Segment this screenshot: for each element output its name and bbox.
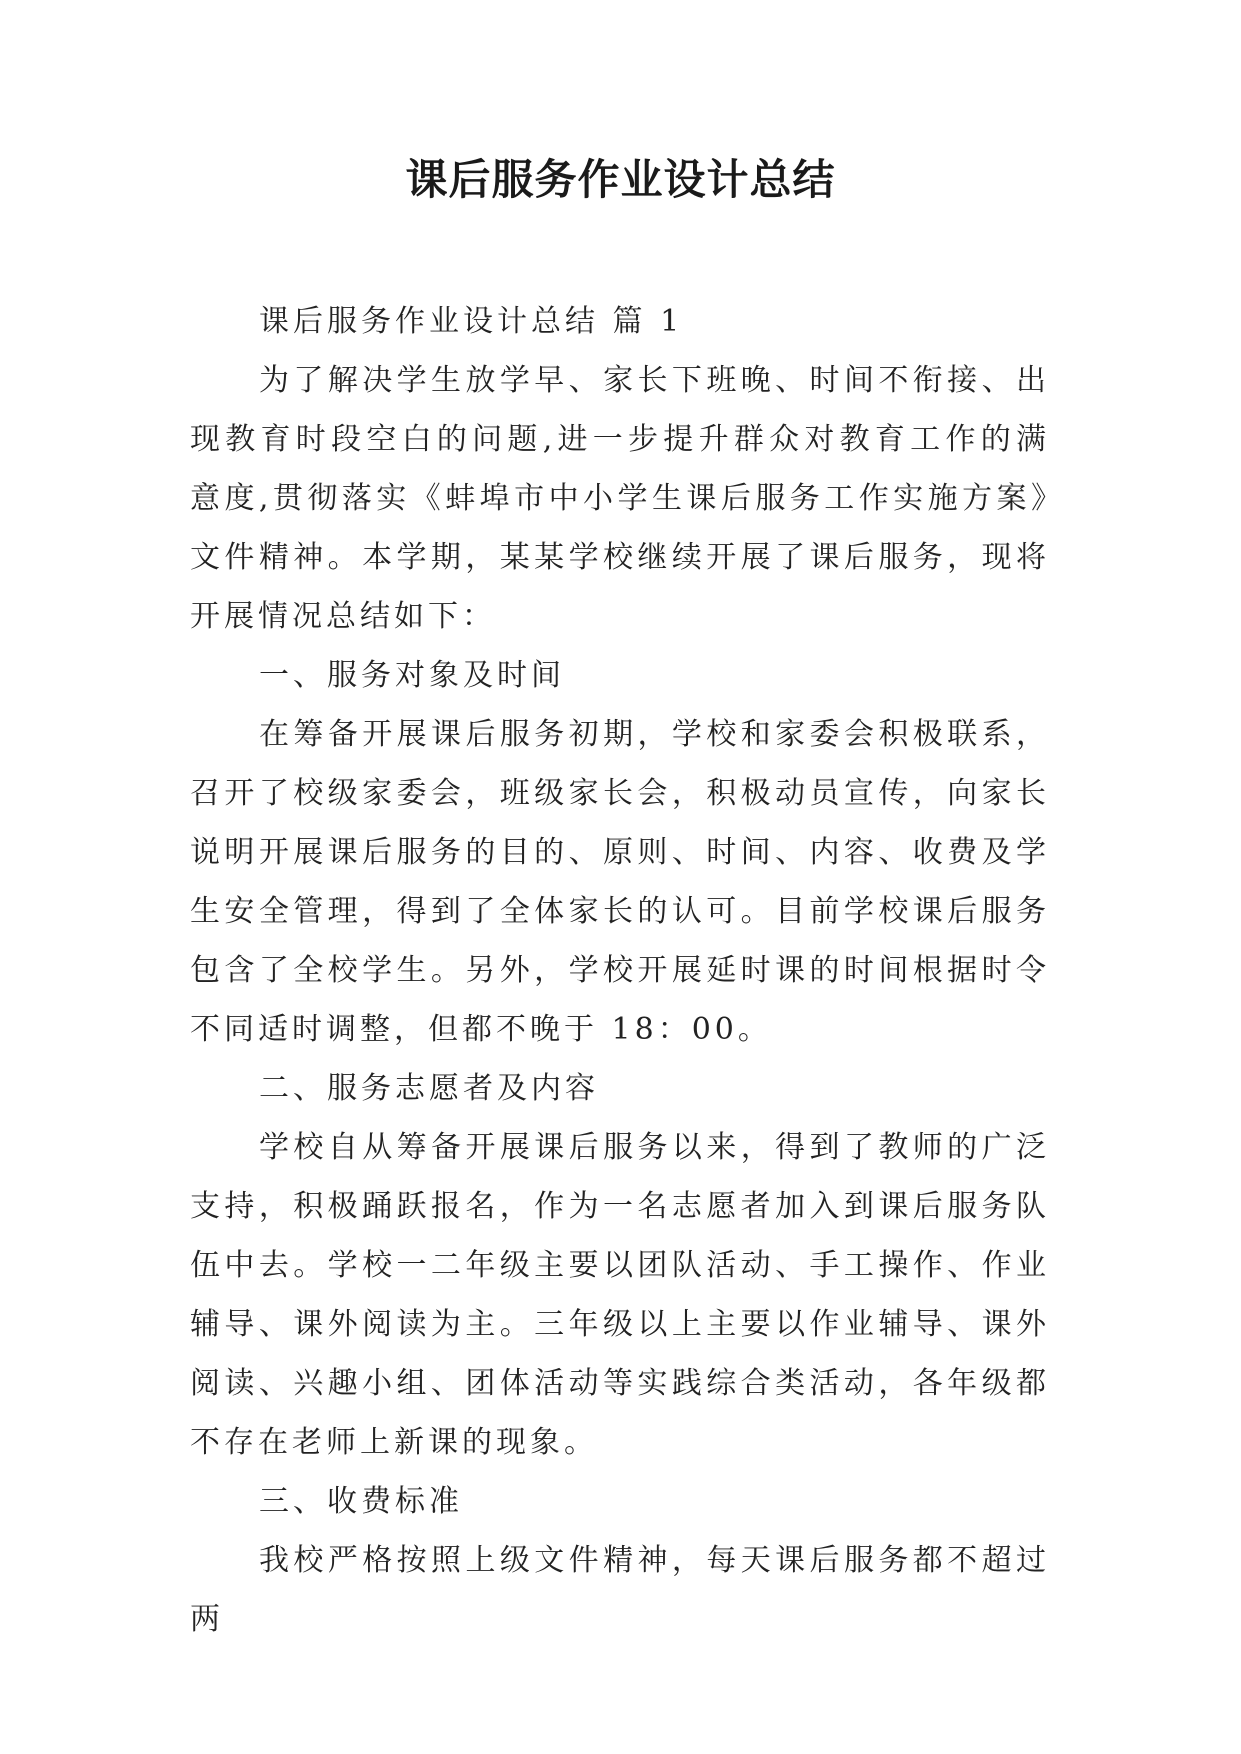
section-subtitle: 课后服务作业设计总结 篇 1 [259, 304, 684, 339]
section-heading-1: 一、服务对象及时间 [259, 658, 565, 693]
document-body [190, 292, 1050, 1649]
document-title: 课后服务作业设计总结 [405, 155, 836, 204]
paragraph-volunteers: 学校自从筹备开展课后服务以来，得到了教师的广泛支持，积极踊跃报名，作为一名志愿者加入到课后服务队伍中去。学校一二年级主要以团队活动、手工操作、作业辅导、课外阅读为主。三年级以上主要以作业辅导、课外阅读、兴趣小组、团体活动等实践综合类活动，各年级都不存在老师上新课的现象。 [190, 1130, 1050, 1460]
paragraph-service-targets: 在筹备开展课后服务初期，学校和家委会积极联系，召开了校级家委会，班级家长会，积极动员宣传，向家长说明开展课后服务的目的、原则、时间、内容、收费及学生安全管理，得到了全体家长的认可。目前学校课后服务包含了全校学生。另外，学校开展延时课的时间根据时令不同适时调整，但都不晚于 18：00。 [190, 717, 1050, 1047]
section-heading-2: 二、服务志愿者及内容 [259, 1071, 599, 1106]
paragraph-intro: 为了解决学生放学早、家长下班晚、时间不衔接、出现教育时段空白的问题,进一步提升群众对教育工作的满意度,贯彻落实《蚌埠市中小学生课后服务工作实施方案》文件精神。本学期，某某学校继续开展了课后服务，现将开展情况总结如下： [190, 363, 1050, 634]
section-heading-3: 三、收费标准 [259, 1484, 463, 1519]
paragraph-fees: 我校严格按照上级文件精神，每天课后服务都不超过两 [190, 1543, 1050, 1637]
